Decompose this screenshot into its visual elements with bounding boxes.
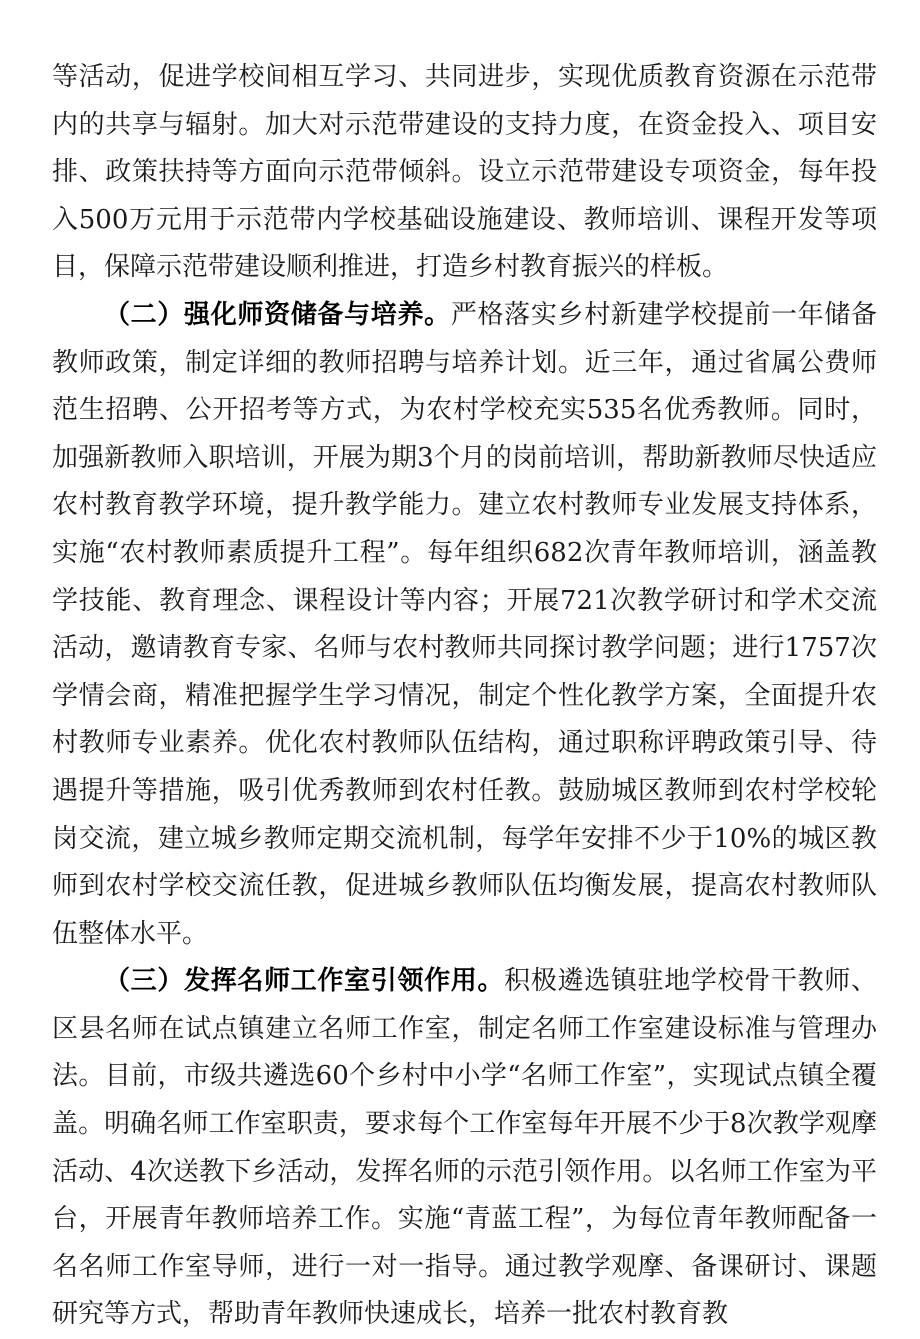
section-heading-master-studio: （三）发挥名师工作室引领作用。 [104, 966, 505, 997]
document-body [52, 54, 877, 1339]
paragraph-master-studio [52, 958, 877, 1339]
section-heading-teacher-reserve: （二）强化师资储备与培养。 [104, 299, 451, 330]
section-body-teacher-reserve: 严格落实乡村新建学校提前一年储备教师政策，制定详细的教师招聘与培养计划。近三年，通过省属公费师范生招聘、公开招考等方式，为农村学校充实535名优秀教师。同时，加强新教师入职培训，开展为期3个月的岗前培训，帮助新教师尽快适应农村教育教学环境，提升教学能力。建立农村教师专业发展支持体系，实施“农村教师素质提升工程”。每年组织682次青年教师培训，涵盖教学技能、教育理念、课程设计等内容；开展721次教学研讨和学术交流活动，邀请教育专家、名师与农村教师共同探讨教学问题；进行1757次学情会商，精准把握学生学习情况，制定个性化教学方案，全面提升农村教师专业素养。优化农村教师队伍结构，通过职称评聘政策引导、待遇提升等措施，吸引优秀教师到农村任教。鼓励城区教师到农村学校轮岗交流，建立城乡教师定期交流机制，每学年安排不少于10%的城区教师到农村学校交流任教，促进城乡教师队伍均衡发展，提高农村教师队伍整体水平。 [52, 299, 877, 949]
paragraph-teacher-reserve [52, 292, 877, 958]
section-body-master-studio: 积极遴选镇驻地学校骨干教师、区县名师在试点镇建立名师工作室，制定名师工作室建设标准与管理办法。目前，市级共遴选60个乡村中小学“名师工作室”，实现试点镇全覆盖。明确名师工作室职责，要求每个工作室每年开展不少于8次教学观摩活动、4次送教下乡活动，发挥名师的示范引领作用。以名师工作室为平台，开展青年教师培养工作。实施“青蓝工程”，为每位青年教师配备一名名师工作室导师，进行一对一指导。通过教学观摩、备课研讨、课题研究等方式，帮助青年教师快速成长，培养一批农村教育教 [52, 966, 877, 1330]
paragraph-continued: 等活动，促进学校间相互学习、共同进步，实现优质教育资源在示范带内的共享与辐射。加大对示范带建设的支持力度，在资金投入、项目安排、政策扶持等方面向示范带倾斜。设立示范带建设专项资金，每年投入500万元用于示范带内学校基础设施建设、教师培训、课程开发等项目，保障示范带建设顺利推进，打造乡村教育振兴的样板。 [52, 62, 877, 283]
